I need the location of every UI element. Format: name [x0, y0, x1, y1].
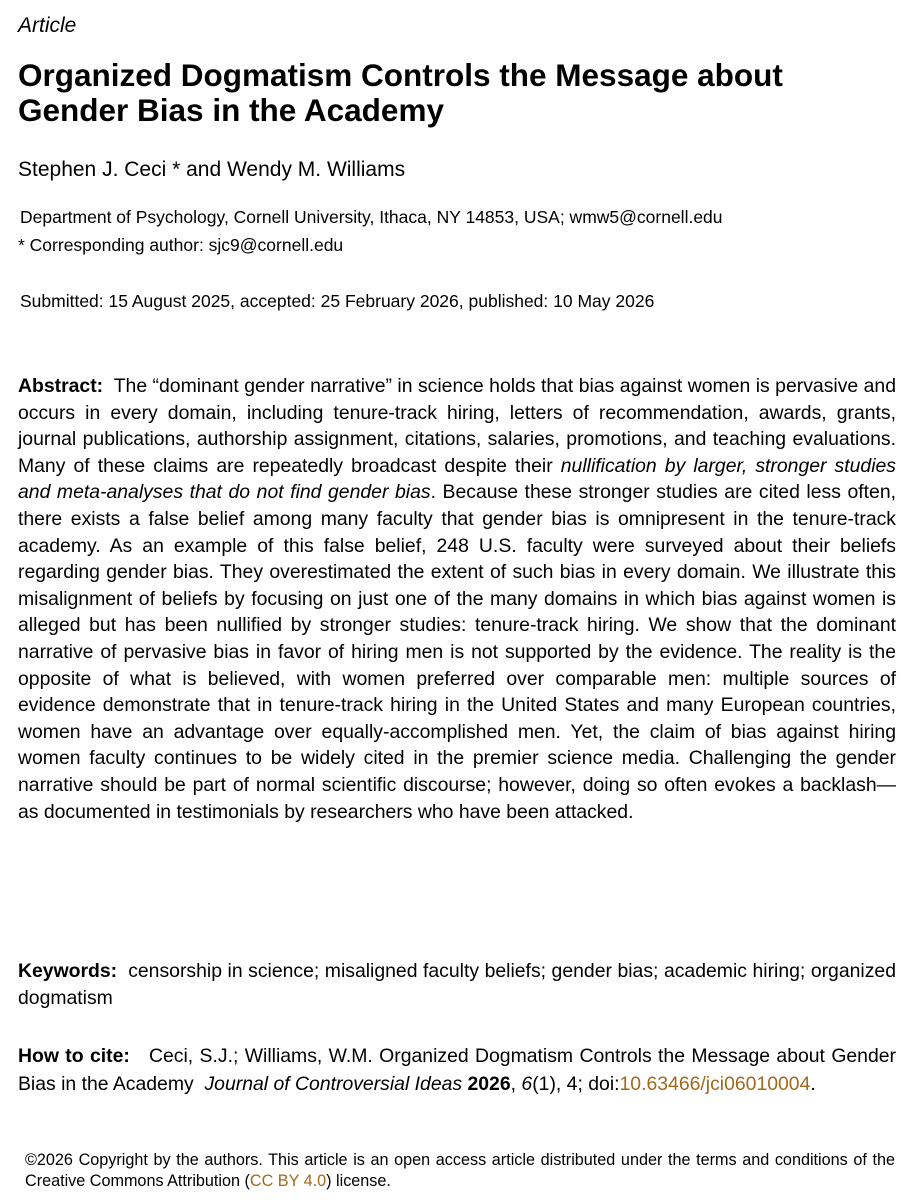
corresponding-author: * Corresponding author: sjc9@cornell.edu [18, 235, 344, 255]
license-link[interactable]: CC BY 4.0 [249, 1172, 327, 1190]
doi-link[interactable]: 10.63466/jci06010004 [619, 1073, 811, 1095]
copyright-notice [25, 1150, 895, 1192]
doi-suffix: . [810, 1073, 816, 1095]
keywords-text: censorship in science; misaligned faculty beliefs; gender bias; academic hiring; organized dogmatism [18, 960, 896, 1009]
publication-dates: Submitted: 15 August 2025, accepted: 25 February 2026, published: 10 May 2026 [20, 291, 655, 311]
citation-label: How to cite: [18, 1045, 130, 1067]
keywords-label: Keywords: [18, 960, 118, 982]
citation-volume: 6 [521, 1073, 533, 1095]
author-list: Stephen J. Ceci * and Wendy M. Williams [18, 158, 406, 181]
abstract-text-part-1: The “dominant gender narrative” in science holds that bias against women is pervasive and occurs in every domain, including tenure-track hiring, letters of recommendation, awards, grants, journal publications, authorship assignment, citations, salaries, promotions, and teaching evaluations. Many of these claims are repeatedly broadcast despite their [18, 375, 896, 477]
citation-journal: Journal of Controversial Ideas [204, 1073, 463, 1095]
citation-paragraph: How to cite: Ceci, S.J.; Williams, W.M. Organized Dogmatism Controls the Message about Gender Bias in the Academy Journal of Controversial Ideas 2026, 6(1), 4; doi:10.63466/jci06010004. [18, 1045, 896, 1095]
abstract-label: Abstract: [18, 375, 104, 397]
citation-authors-title: Ceci, S.J.; Williams, W.M. Organized Dogmatism Controls the Message about Gender Bias in the Academy [18, 1045, 896, 1095]
copyright-text-part-1: ©2026 Copyright by the authors. This article is an open access article distributed under the terms and conditions of the Creative Commons Attribution ( [25, 1151, 895, 1190]
keywords-paragraph [18, 958, 896, 1011]
affiliation: Department of Psychology, Cornell University, Ithaca, NY 14853, USA; wmw5@cornell.edu [20, 207, 723, 227]
copyright-text-part-2: ) license. [326, 1172, 391, 1190]
citation-year: 2026 [467, 1073, 511, 1095]
abstract-text-part-2: . Because these stronger studies are cited less often, there exists a false belief among many faculty that gender bias is omnipresent in the tenure-track academy. As an example of this false belief, 248 U.S. faculty were surveyed about their beliefs regarding gender bias. They overestimated the extent of such bias in every domain. We illustrate this misalignment of beliefs by focusing on just one of the many domains in which bias against women is alleged but has been nullified by stronger studies: tenure-track hiring. We show that the dominant narrative of pervasive bias in favor of hiring men is not supported by the evidence. The reality is the opposite of what is believed, with women preferred over comparable men: multiple sources of evidence demonstrate that in tenure-track hiring in the United States and many European countries, women have an advantage over equally-accomplished men. Yet, the claim of bias against hiring women faculty continues to be widely cited in the premier science media. Challenging the gender narrative should be part of normal scientific discourse; however, doing so often evokes a backlash—as documented in testimonials by researchers who have been attacked. [18, 481, 896, 823]
citation-issue-page: (1), 4; [532, 1073, 583, 1095]
abstract-paragraph [18, 373, 896, 825]
article-type-label: Article [18, 14, 77, 37]
doi-prefix: doi: [588, 1073, 620, 1095]
article-title: Organized Dogmatism Controls the Message about Gender Bias in the Academy [18, 57, 783, 128]
abstract-text-italic: nullification by larger, stronger studies and meta-analyses that do not find gender bias [18, 454, 896, 504]
